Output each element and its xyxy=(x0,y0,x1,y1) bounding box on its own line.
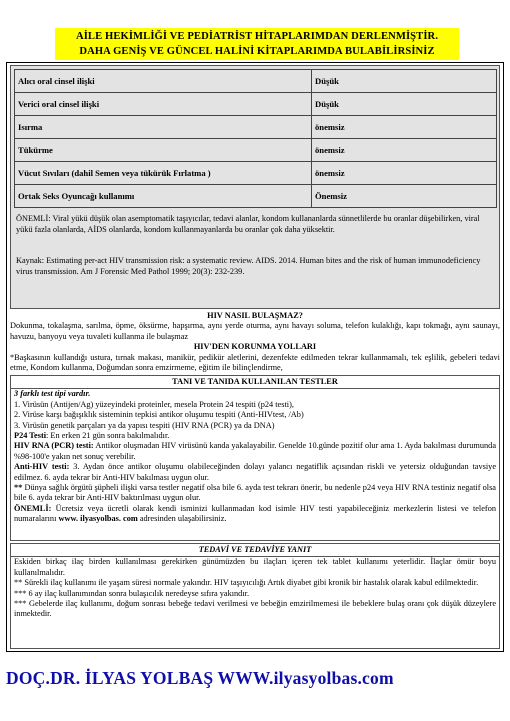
who-text: Dünya sağlık örgütü şüpheli ilişki varsa testler negatif olsa bile 6. ayda test tekrarı önerir, bu nedenle p24 veya HIV RNA testiniz negatif olsa bile 6. ayda tekrar bir Anti-HIV baktırılması uygun olur. xyxy=(14,483,496,503)
risk-cell: önemsiz xyxy=(312,116,497,139)
author-footer: DOÇ.DR. İLYAS YOLBAŞ WWW.ilyasyolbas.com xyxy=(6,668,394,688)
diagnosis-title: TANI VE TANIDA KULLANILAN TESTLER xyxy=(11,376,499,389)
important-note: ÖNEMLİ: Viral yükü düşük olan asemptomatik taşıyıcılar, tedavi alanlar, kondom kullananlarda sünnetlilerde bu oranlar düşebilirken, viral yükü fazla olanlarda, AİDS olanlarda, kondom kullanmayanlarda bu oranlar çok daha yüksektir. xyxy=(16,214,480,234)
who-marker: ** xyxy=(14,483,23,493)
list-item: 2. Virüse karşı bağışıklık sisteminin tepkisi antikor oluşumu tespiti (Anti-HIVtest, /Ab) xyxy=(14,410,304,420)
activity-cell: Isırma xyxy=(15,116,312,139)
treatment-p3: *** 6 ay ilaç kullanımından sonra bulaşıcılık neredeyse sıfıra yakındır. xyxy=(14,588,250,598)
treatment-section xyxy=(10,543,500,649)
source-note: Kaynak: Estimating per-act HIV transmission risk: a systematic review. AIDS. 2014. Human bites and the risk of human immunodeficiency virus transmission. Am J Forensic Med Pathol 1999; 20(3): 232-239. xyxy=(16,256,481,276)
anti-hiv-label: Anti-HIV testi: xyxy=(14,462,70,472)
risk-cell: önemsiz xyxy=(312,162,497,185)
rna-text: Antikor oluşmadan HIV virüsünü kanda yakalayabilir. Genelde 10.günde pozitif olur ama 1. Ayda bakılması durumunda %98-100'e yakın net sonuç verebilir. xyxy=(14,441,496,461)
table-row xyxy=(15,70,497,93)
banner-line-2: DAHA GENİŞ VE GÜNCEL HALİNİ KİTAPLARIMDA BULABİLİRSİNİZ xyxy=(79,46,435,57)
risk-table xyxy=(14,69,497,208)
treatment-title: TEDAVİ VE TEDAVİYE YANIT xyxy=(11,544,499,557)
table-row xyxy=(15,185,497,208)
intro-bold: 3 farklı xyxy=(14,389,40,399)
anti-hiv-paragraph xyxy=(14,462,496,483)
table-row xyxy=(15,139,497,162)
intro-rest: test tipi vardır. xyxy=(39,389,91,399)
diagnosis-section xyxy=(10,375,500,541)
not-transmitted-text: Dokunma, tokalaşma, sarılma, öpme, öksürme, hapşırma, aynı yerde oturma, aynı havayı soluma, telefon kulaklığı, kapı tokmağı, aynı saunayı, havuzu, banyoyu veya tuvaleti kullanma ile bulaşmaz xyxy=(10,321,500,341)
list-item: 1. Virüsün (Antijen/Ag) yüzeyindeki proteinler, mesela Protein 24 tespiti (p24 testi), xyxy=(14,399,294,409)
diagnosis-intro xyxy=(14,389,496,399)
table-row xyxy=(15,93,497,116)
treatment-p1: Eskiden birkaç ilaç birden kullanılması gerekirken günümüzden bu ilaçları içeren tek tablet kullanımı yeterlidir. İlaçlar ömür boyu kullanılmalıdır. xyxy=(14,557,496,577)
rna-paragraph xyxy=(14,441,496,462)
risk-cell: Önemsiz xyxy=(312,185,497,208)
list-item: 3. Virüsün genetik parçaları ya da yapısı tespiti (HIV RNA (PCR) ya da DNA) xyxy=(14,420,275,430)
rna-label: HIV RNA (PCR) testi: xyxy=(14,441,94,451)
activity-cell: Verici oral cinsel ilişki xyxy=(15,93,312,116)
protection-title: HIV'DEN KORUNMA YOLLARI xyxy=(193,342,317,352)
activity-cell: Alıcı oral cinsel ilişki xyxy=(15,70,312,93)
important-label: ÖNEMLİ: xyxy=(14,503,52,513)
p24-text: : En erken 21 gün sonra bakılmalıdır. xyxy=(46,431,170,441)
important-tail: adresinden ulaşabilirsiniz. xyxy=(137,514,227,524)
activity-cell: Ortak Seks Oyuncağı kullanımı xyxy=(15,185,312,208)
risk-cell: Düşük xyxy=(312,93,497,116)
p24-label: P24 Testi xyxy=(14,431,47,441)
risk-cell: Düşük xyxy=(312,70,497,93)
important-text: Ücretsiz veya ücretli olarak kendi isminizi kullanmadan kod isimle HIV testi yapabileceğiniz merkezlerin listesi ve telefon numaralarını xyxy=(14,503,496,524)
table-row xyxy=(15,116,497,139)
risk-section xyxy=(10,65,500,309)
header-banner xyxy=(55,28,459,60)
protection-text: *Başkasının kullandığı ustura, tırnak makası, manikür, pedikür aletlerini, dezenfekte edilmeden tekrar kullanmamalı, tek eşlilik, gebeleri tedavi etme, Kondom kullanma, Doğumdan sonra emzirmeme, eğitim ile bilinçlendirme, xyxy=(10,352,500,373)
p24-paragraph xyxy=(14,431,496,441)
banner-line-1: AİLE HEKİMLİĞİ VE PEDİATRİST HİTAPLARIMDAN DERLENMİŞTİR. xyxy=(75,31,439,42)
website-link[interactable]: www. ilyasyolbas. com xyxy=(58,514,138,524)
risk-cell: önemsiz xyxy=(312,139,497,162)
not-transmitted-title: HIV NASIL BULAŞMAZ? xyxy=(207,311,303,320)
treatment-p4: *** Gebelerde ilaç kullanımı, doğum sonrası bebeğe tedavi verilmesi ve bebeğin emzirilmemesi ile bebeklere bulaş oranı çok düşük düzeylere inmektedir. xyxy=(14,599,496,619)
treatment-p2: ** Sürekli ilaç kullanımı ile yaşam süresi normale yakındır. HIV taşıyıcılığı Artık diyabet gibi kronik bir hastalık olarak kabul edilmektedir. xyxy=(14,578,479,588)
who-paragraph xyxy=(14,483,496,504)
activity-cell: Vücut Sıvıları (dahil Semen veya tükürük Fırlatma ) xyxy=(15,162,312,185)
activity-cell: Tükürme xyxy=(15,139,312,162)
important-paragraph xyxy=(14,504,496,525)
table-row xyxy=(15,162,497,185)
content-frame xyxy=(6,62,504,652)
anti-hiv-text: 3. Aydan önce antikor oluşumu olabileceğinden dolayı yalancı negatiflik açısından riskli ve yetersiz olduğundan tavsiye edilmez. 6. ayda tekrar bir Anti-HIV bakılması uygun olur. xyxy=(14,462,496,482)
not-transmitted-section xyxy=(10,311,500,373)
